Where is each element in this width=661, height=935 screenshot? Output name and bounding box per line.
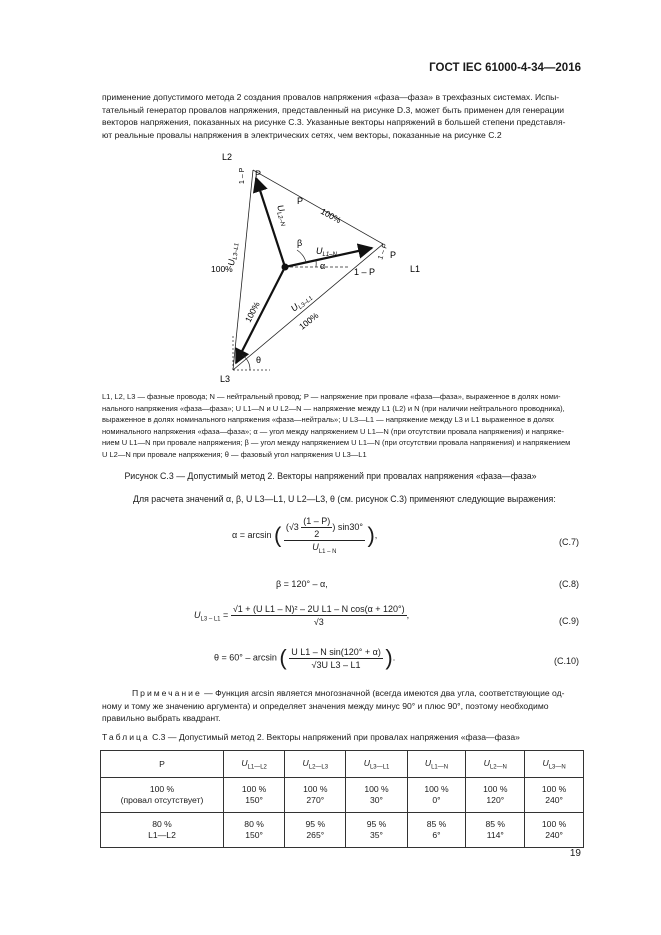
table-cell: 80 % 150° (224, 813, 285, 848)
intro-paragraph (102, 91, 584, 141)
vector-diagram (200, 148, 460, 388)
angle-arc-beta (297, 250, 306, 262)
table-cell: 95 % 265° (285, 813, 346, 848)
label-half-top: 1 – P (239, 167, 246, 184)
label-pct-left: 100% (211, 264, 233, 274)
legend-line: выраженное в долях номинального напряжения «фаза—нейтраль»; U L3—L1 — напряжение между L3 и L1 выраженное в долях (102, 415, 554, 425)
figure-caption: Рисунок С.3 — Допустимый метод 2. Векторы напряжений при провалах напряжения «фаза—фаза» (124, 471, 537, 481)
edge-l2-l1 (253, 170, 383, 244)
table-cell: 100 % 240° (525, 778, 584, 813)
header-p: P (101, 751, 224, 778)
label-u-l3l1-inner: $U_{L3-L1}$ (288, 295, 315, 314)
header-u-l1-l2: $U_{L1—L2}$ (224, 751, 285, 778)
angle-arc-theta (242, 355, 250, 370)
eq-c9-equals: = (223, 609, 229, 620)
label-l1: L1 (410, 264, 421, 274)
header-u-l3-l1: $U_{L3—L1}$ (346, 751, 407, 778)
table-cell: 100 % 120° (466, 778, 525, 813)
label-pct-bottom: 100% (297, 310, 321, 332)
legend-line: нального напряжения «фаза—фаза»; U L1—N и U L2—N — напряжение между L1 (L2) и N (при наличии нейтрального проводника), (102, 403, 565, 413)
equation-number-c10: (С.10) (553, 656, 579, 666)
table-cell: 100 % 150° (224, 778, 285, 813)
legend-line: нием U L1—N при провале напряжения; β — угол между напряжением U L1—N (при отсутствии провала напряжения) и напряжением (102, 438, 571, 448)
eq-c7-tail: , (374, 529, 378, 540)
eq-c9-den: 3 (318, 617, 324, 627)
label-half-right: 1 – P (377, 242, 390, 261)
table-caption (102, 732, 520, 742)
formulas-intro: Для расчета значений α, β, U L3—L1, U L2—L3, θ (см. рисунок С.3) применяют следующие выражения: (133, 494, 556, 504)
eq-c9-tail: , (406, 609, 410, 620)
header-u-l2-n: $U_{L2—N}$ (466, 751, 525, 778)
label-pct-inner: 100% (242, 299, 262, 324)
figure-legend (102, 391, 584, 461)
eq-c9-num: 1 + (U L1 – N)² – 2U L1 – N cos(α + 120°) (237, 604, 405, 614)
paragraph-line: применение допустимого метода 2 создания провалов напряжения «фаза—фаза» в трехфазных системах. Испы- (102, 92, 560, 102)
note-block (102, 687, 584, 725)
label-one-minus-p: 1 – P (354, 267, 376, 277)
header-u-l3-n: $U_{L3—N}$ (525, 751, 584, 778)
header-u-l1-n: $U_{L1—N}$ (407, 751, 466, 778)
table-caption-text: С.3 — Допустимый метод 2. Векторы напряжений при провалах напряжения «фаза—фаза» (149, 732, 520, 742)
table-cell: 100 % 0° (407, 778, 466, 813)
label-theta: θ (256, 355, 262, 365)
equation-c10: θ = 60° – arcsin ( $\frac{\text{U L1 – N sin(120° + α)}}{\text{√3U L3 – L1}}$ ). (214, 645, 396, 670)
eq-c10-lhs: θ = 60° – arcsin (214, 652, 277, 663)
table-row (101, 813, 584, 848)
paragraph-line: ют реальные провалы напряжения в электрических сетях, чем векторы, показанные на рисунке С.2 (102, 129, 502, 140)
label-p-right: P (390, 250, 397, 260)
page-number: 19 (569, 848, 581, 859)
table-cell: 100 % 270° (285, 778, 346, 813)
label-p-mid: P (297, 196, 304, 206)
table-cell: 85 % 6° (407, 813, 466, 848)
legend-line: L1, L2, L3 — фазные провода; N — нейтральный провод; P — напряжение при провале «фаза—фаза», выраженное в долях номи- (102, 392, 561, 401)
neutral-point (282, 264, 289, 271)
eq-c7-inner-num: (1 – P) (303, 516, 331, 526)
legend-line: U L2—N при провале напряжения; θ — фазовый угол напряжения U L3—L1 (102, 449, 367, 459)
label-u-l1n: $U_{L1-N}$ (316, 246, 337, 258)
eq-c7-den: U (312, 542, 319, 552)
table-caption-label: Таблица (102, 732, 150, 742)
equation-number-c9: (С.9) (559, 616, 579, 626)
note-text: — Функция arcsin является многозначной (всегда имеются два угла, соответствующие од- (201, 688, 565, 698)
label-alpha: α (320, 261, 326, 271)
equation-number-c7: (С.7) (559, 537, 579, 547)
table-cell: 100 % 240° (525, 813, 584, 848)
eq-c7-sin: sin30° (337, 521, 363, 532)
note-line: ному и тому же значению аргумента) и определяет значения между минус 90° и плюс 90°, поэтому необходимо (102, 700, 549, 711)
note-line: правильно выбрать квадрант. (102, 713, 221, 724)
table-cell: 80 % L1—L2 (101, 813, 224, 848)
eq-c9-lhs: U (194, 609, 201, 620)
table-cell: 100 % (провал отсутствует) (101, 778, 224, 813)
standard-header: ГОСТ IEC 61000-4-34—2016 (429, 62, 581, 74)
paragraph-line: векторов напряжения, показанных на рисунке С.3. Указанные векторы напряжений в большей степени представля- (102, 117, 566, 128)
eq-c10-den: 3U L3 – L1 (316, 659, 361, 670)
table-cell: 85 % 114° (466, 813, 525, 848)
table-cell: 100 % 30° (346, 778, 407, 813)
eq-c7-lhs: α = arcsin (232, 529, 272, 540)
note-label: Примечание (132, 688, 202, 698)
equation-number-c8: (С.8) (559, 579, 579, 589)
table-cell: 95 % 35° (346, 813, 407, 848)
header-u-l2-l3: $U_{L2—L3}$ (285, 751, 346, 778)
label-beta: β (297, 238, 303, 248)
eq-c7-den-sub: L1 – N (318, 548, 337, 555)
paragraph-line: тательный генератор провалов напряжения, представленный на рисунке D.3, может быть применен для генерации (102, 104, 565, 115)
voltage-vectors-table (100, 750, 584, 848)
eq-c10-tail: . (392, 652, 396, 663)
table-header-row (101, 751, 584, 778)
equation-c8: β = 120° – α, (276, 579, 328, 589)
label-u-l2n: $U_{L2-N}$ (275, 203, 287, 228)
vector-u-l3n (236, 267, 285, 363)
label-p-top: P (255, 169, 262, 179)
label-l2: L2 (222, 152, 233, 162)
equation-c9: $U_{L3 - L1}$ = $\frac{\text{√1 + (U L1 – N)² – 2U L1 – N cos(α + 120°)}}{√3}$ , (194, 604, 410, 627)
label-u-l3l1-left: $U_{L3-L1}$ (226, 242, 241, 267)
legend-line: номинального напряжения «фаза—фаза»; α — угол между напряжением U L1—N (при отсутствии провала напряжения) и напряже- (102, 426, 564, 436)
table-row (101, 778, 584, 813)
label-l3: L3 (220, 374, 231, 384)
equation-c7: α = arcsin ( (√3 $\frac{(1 - P)}{2}$ ) sin30° $U_{L1 - N}$ ), (232, 516, 378, 555)
label-pct-top: 100% (319, 206, 343, 226)
eq-c7-sqrt3: 3 (293, 521, 299, 532)
eq-c10-num: U L1 – N sin(120° + α) (291, 646, 381, 657)
eq-c9-lhs-sub: L3 – L1 (200, 616, 221, 623)
edge-l2-l3 (233, 170, 253, 370)
eq-c7-inner-den: 2 (314, 529, 320, 539)
